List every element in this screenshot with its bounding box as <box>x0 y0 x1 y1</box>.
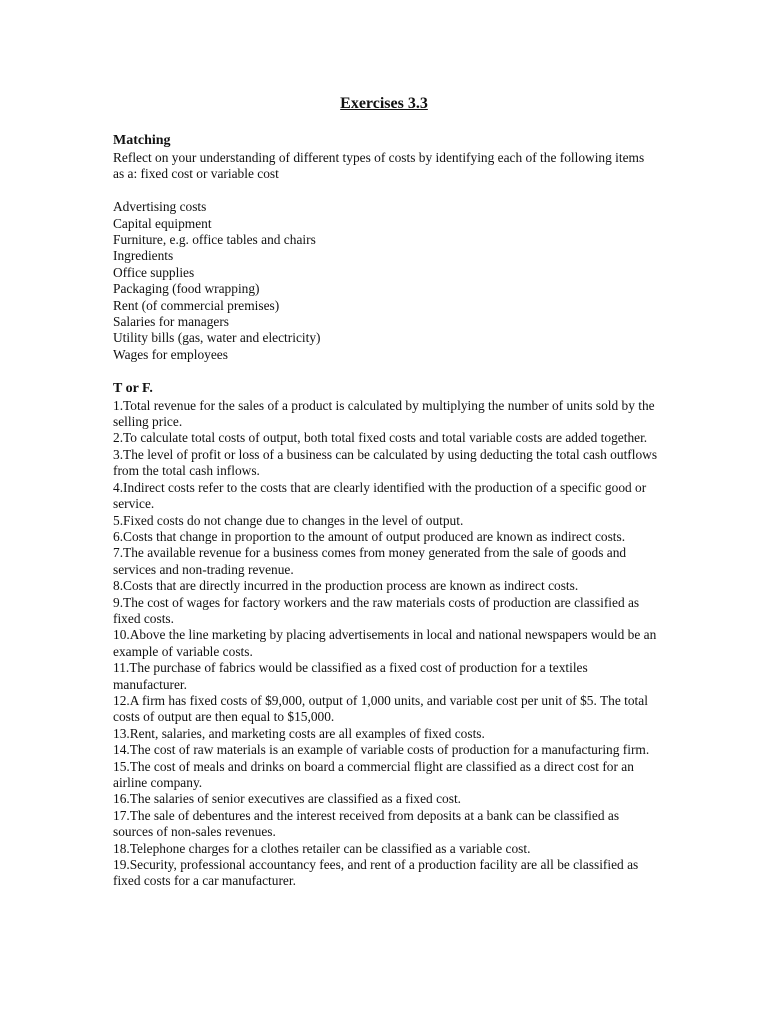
spacer <box>113 183 658 199</box>
question-item: 17.The sale of debentures and the interest received from deposits at a bank can be classified as sources of non-sales revenues. <box>113 807 620 840</box>
question-item: 4.Indirect costs refer to the costs that are clearly identified with the production of a specific good or service. <box>113 479 647 512</box>
matching-heading: Matching <box>113 133 171 148</box>
question-item: 6.Costs that change in proportion to the amount of output produced are known as indirect costs. <box>113 528 626 544</box>
question-item: 2.To calculate total costs of output, both total fixed costs and total variable costs are added together. <box>113 430 648 446</box>
question-item: 9.The cost of wages for factory workers and the raw materials costs of production are classified as fixed costs. <box>113 594 640 626</box>
question-item: 13.Rent, salaries, and marketing costs are all examples of fixed costs. <box>113 725 485 741</box>
question-item: 3.The level of profit or loss of a business can be calculated by using deducting the total cash outflows from the total cash inflows. <box>113 446 658 479</box>
question-item: 7.The available revenue for a business comes from money generated from the sale of goods and services and non-trading revenue. <box>113 545 627 577</box>
question-item: 5.Fixed costs do not change due to changes in the level of output. <box>113 512 464 528</box>
list-item: Office supplies <box>113 264 195 280</box>
list-item: Packaging (food wrapping) <box>113 281 260 297</box>
question-item: 8.Costs that are directly incurred in the production process are known as indirect costs. <box>113 578 579 594</box>
question-item: 16.The salaries of senior executives are classified as a fixed cost. <box>113 791 462 807</box>
list-item: Utility bills (gas, water and electricity) <box>113 330 321 346</box>
document-body <box>113 132 658 890</box>
question-item: 11.The purchase of fabrics would be classified as a fixed cost of production for a textiles manufacturer. <box>113 660 588 692</box>
list-item: Rent (of commercial premises) <box>113 297 280 313</box>
matching-instructions: Reflect on your understanding of different types of costs by identifying each of the following items as a: fixed cost or variable cost <box>113 150 645 182</box>
page-title: Exercises 3.3 <box>340 95 428 112</box>
list-item: Wages for employees <box>113 346 228 362</box>
question-item: 12.A firm has fixed costs of $9,000, output of 1,000 units, and variable cost per unit of $5. The total costs of output are then equal to $15,000. <box>113 692 648 725</box>
question-item: 10.Above the line marketing by placing advertisements in local and national newspapers would be an example of variable costs. <box>113 627 657 659</box>
spacer <box>113 363 658 379</box>
question-item: 19.Security, professional accountancy fees, and rent of a production facility are all be classified as fixed costs for a car manufacturer. <box>113 857 639 889</box>
question-item: 15.The cost of meals and drinks on board a commercial flight are classified as a direct cost for an airline company. <box>113 758 634 790</box>
list-item: Advertising costs <box>113 199 207 215</box>
true-false-heading: T or F. <box>113 380 153 396</box>
list-item: Ingredients <box>113 248 174 264</box>
list-item: Salaries for managers <box>113 314 230 330</box>
list-item: Capital equipment <box>113 215 212 231</box>
matching-list <box>113 199 658 363</box>
true-false-list <box>113 398 658 890</box>
question-item: 18.Telephone charges for a clothes retailer can be classified as a variable cost. <box>113 840 531 856</box>
question-item: 1.Total revenue for the sales of a product is calculated by multiplying the number of units sold by the selling price. <box>113 397 655 430</box>
list-item: Furniture, e.g. office tables and chairs <box>113 232 316 248</box>
question-item: 14.The cost of raw materials is an example of variable costs of production for a manufacturing firm. <box>113 742 650 758</box>
